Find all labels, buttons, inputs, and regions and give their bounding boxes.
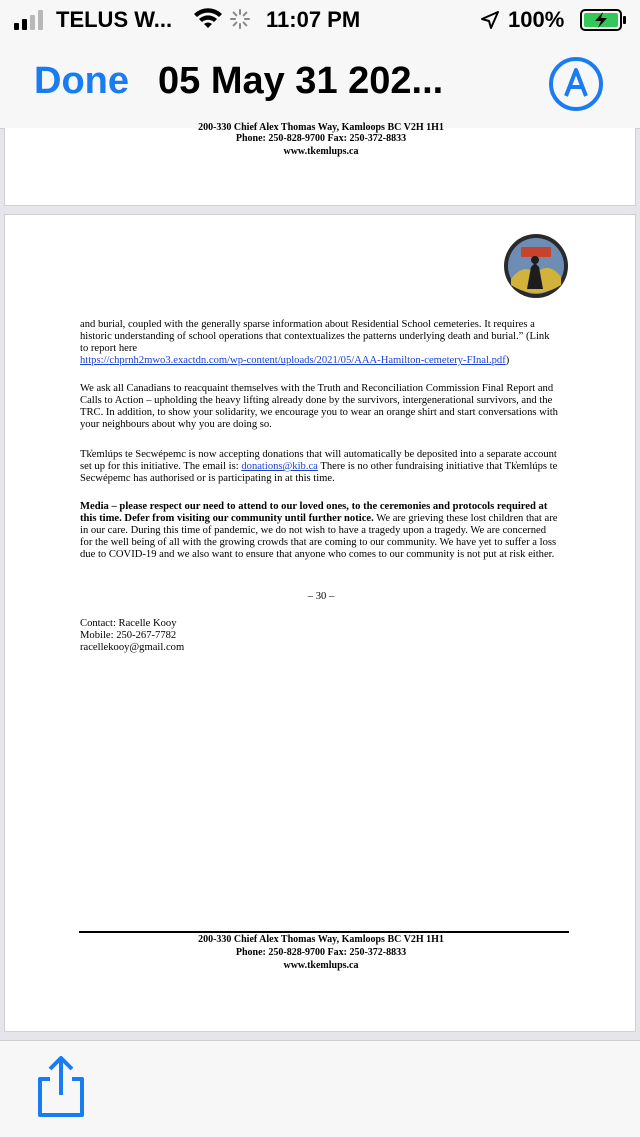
page1-footer-phone: Phone: 250-828-9700 Fax: 250-372-8833 — [235, 133, 407, 144]
page2-footer-phone: Phone: 250-828-9700 Fax: 250-372-8833 — [235, 947, 407, 958]
bottom-toolbar — [0, 1040, 640, 1137]
document-nav-bar — [0, 40, 640, 129]
media-notice-bold: Media – please respect our need to attend to our loved ones, to the ceremonies and protocols required at this time. Defer from visiting our community until further notice. — [80, 501, 548, 524]
paragraph-donations-text: Tk̓emlúps te Secwépemc is now accepting donations that will automatically be deposited into a separate account set up for this initiative. The email is: — [80, 449, 557, 472]
paragraph-media — [80, 501, 560, 561]
footer-divider — [79, 931, 569, 933]
clock: 11:07 PM — [266, 7, 361, 32]
tkemlups-logo — [503, 233, 569, 299]
page1-footer-web: www.tkemlups.ca — [283, 146, 359, 157]
page1-footer-address: 200-330 Chief Alex Thomas Way, Kamloops BC V2H 1H1 — [198, 122, 444, 133]
battery-charging-icon — [580, 9, 628, 31]
pdf-page-2 — [4, 214, 636, 1032]
contact-name: Contact: Racelle Kooy — [80, 618, 177, 629]
location-arrow-icon — [480, 10, 500, 30]
share-icon[interactable] — [34, 1055, 88, 1119]
paragraph-report — [80, 319, 560, 367]
page2-footer-address: 200-330 Chief Alex Thomas Way, Kamloops BC V2H 1H1 — [198, 934, 444, 945]
contact-mobile: Mobile: 250-267-7782 — [80, 630, 177, 641]
paragraph-trc-text: We ask all Canadians to reacquaint themselves with the Truth and Reconciliation Commission Final Report and Calls to Action – upholding the heavy lifting already done by the survivors, intergenerational survivors, and the TRC. In addition, to show your solidarity, we encourage you to wear an orange shirt and start conversations with your neighbours about why you are doing so. — [80, 383, 558, 430]
paragraph-donations — [80, 449, 560, 485]
end-mark: – 30 – — [307, 591, 335, 602]
paragraph-donations-rest: There is no other fundraising initiative that Tk̓emlúps te Secwépemc has authorised or is participating in at this time. — [80, 461, 558, 484]
media-notice-text: We are grieving these lost children that are in our care. During this time of pandemic, we do not wish to have a tragedy upon a tragedy. We are concerned for the well being of all with the growing crowds that are coming to our community. We have yet to suffer a loss due to COVID-19 and we also want to ensure that anyone who comes to our community is not put at risk either. — [80, 513, 558, 560]
contact-block — [80, 618, 560, 654]
paragraph-report-close: ) — [505, 355, 510, 366]
cellular-signal-icon — [14, 10, 46, 30]
paragraph-report-text: and burial, coupled with the generally sparse information about Residential School cemeteries. It requires a historic understanding of school operations that contextualizes the patterns underlying death and burial.” (Link to report here — [80, 319, 550, 354]
page2-footer-web: www.tkemlups.ca — [283, 960, 359, 971]
donations-email-link[interactable]: donations@kib.ca — [241, 461, 318, 472]
done-button[interactable]: Done — [34, 60, 129, 102]
battery-percentage: 100% — [508, 7, 565, 32]
activity-spinner-icon — [230, 9, 250, 29]
contact-email: racellekooy@gmail.com — [80, 642, 185, 653]
status-bar — [0, 0, 640, 40]
markup-pen-icon[interactable] — [548, 56, 604, 112]
pdf-page-1 — [4, 122, 636, 206]
wifi-icon — [194, 8, 222, 30]
carrier-name: TELUS W... — [56, 7, 173, 32]
document-title: 05 May 31 202... — [158, 60, 444, 102]
paragraph-trc — [80, 383, 560, 431]
report-link[interactable]: https://chprnh2mwo3.exactdn.com/wp-content/uploads/2021/05/AAA-Hamilton-cemetery-FInal.pdf — [80, 355, 506, 366]
